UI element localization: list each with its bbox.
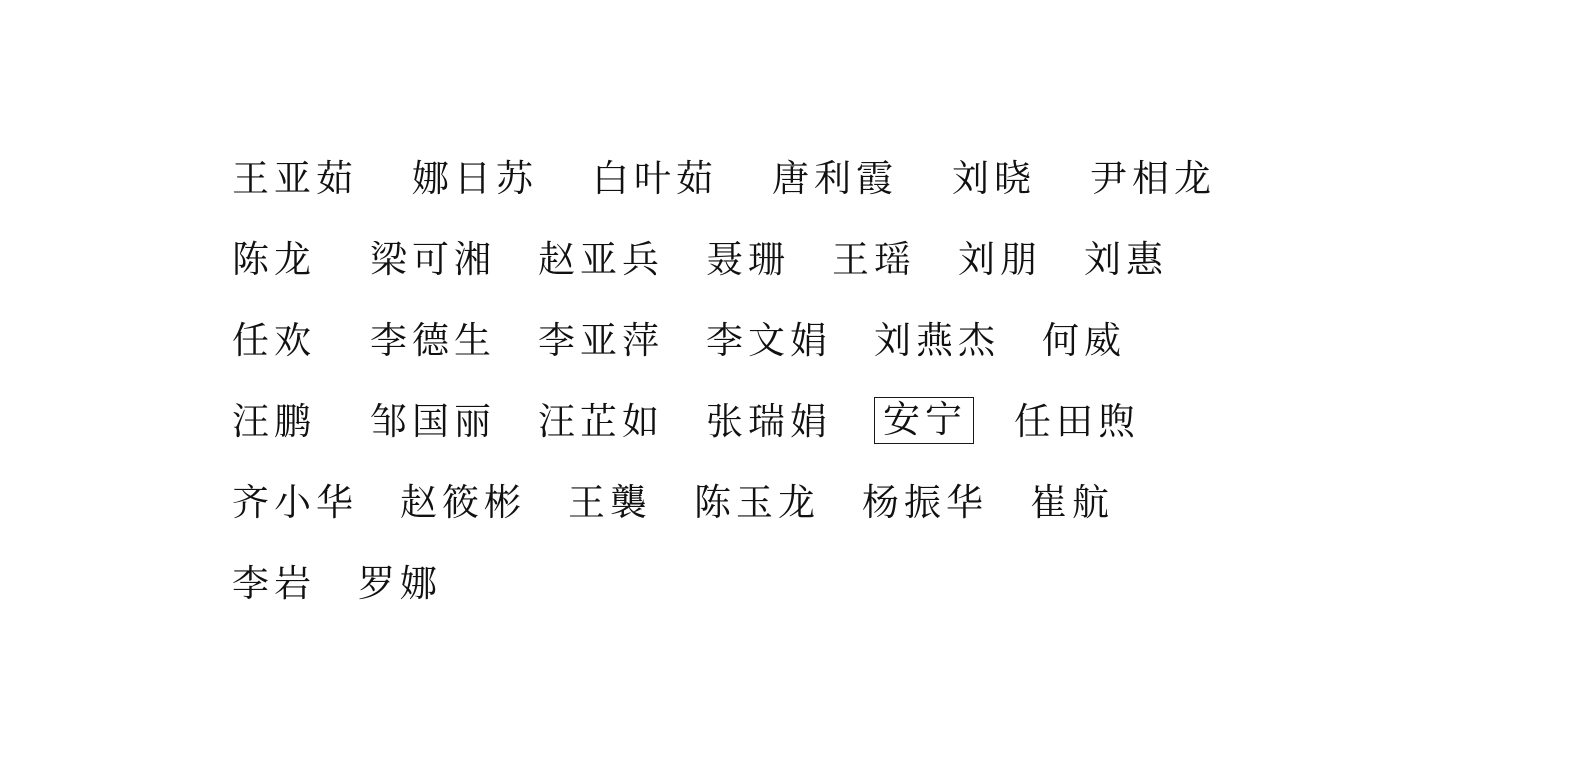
name-list: [232, 138, 1352, 624]
name-item[interactable]: 刘晓: [952, 157, 1036, 200]
name-row: [232, 543, 1352, 624]
name-item[interactable]: 聂珊: [706, 238, 790, 281]
name-item[interactable]: 娜日苏: [412, 157, 538, 200]
name-item[interactable]: 梁可湘: [370, 238, 496, 281]
name-item[interactable]: 李文娟: [706, 319, 832, 362]
name-item[interactable]: 刘燕杰: [874, 319, 1000, 362]
name-row: [232, 219, 1352, 300]
name-item[interactable]: 陈龙: [232, 238, 316, 281]
name-item[interactable]: 白叶茹: [592, 157, 718, 200]
name-item[interactable]: 张瑞娟: [706, 400, 832, 443]
name-item[interactable]: 王瑶: [832, 238, 916, 281]
name-row: [232, 138, 1352, 219]
name-item[interactable]: 任田煦: [1014, 400, 1140, 443]
name-item[interactable]: 刘朋: [958, 238, 1042, 281]
name-row: [232, 381, 1352, 462]
name-item[interactable]: 赵亚兵: [538, 238, 664, 281]
name-item[interactable]: 陈玉龙: [694, 481, 820, 524]
name-item[interactable]: 罗娜: [358, 562, 442, 605]
name-item[interactable]: 唐利霞: [772, 157, 898, 200]
name-item[interactable]: 何威: [1042, 319, 1126, 362]
name-item[interactable]: 尹相龙: [1090, 157, 1216, 200]
name-item[interactable]: 崔航: [1030, 481, 1114, 524]
name-item[interactable]: 李亚萍: [538, 319, 664, 362]
name-item[interactable]: 汪鹏: [232, 400, 316, 443]
name-item[interactable]: 邹国丽: [370, 400, 496, 443]
name-item[interactable]: 汪芷如: [538, 400, 664, 443]
name-item[interactable]: 齐小华: [232, 481, 358, 524]
name-item-selected[interactable]: 安宁: [874, 397, 974, 444]
name-item[interactable]: 李岩: [232, 562, 316, 605]
name-item[interactable]: 李德生: [370, 319, 496, 362]
name-item[interactable]: 杨振华: [862, 481, 988, 524]
name-row: [232, 462, 1352, 543]
name-item[interactable]: 刘惠: [1084, 238, 1168, 281]
name-item[interactable]: 赵筱彬: [400, 481, 526, 524]
name-item[interactable]: 王亚茹: [232, 157, 358, 200]
name-item[interactable]: 任欢: [232, 319, 316, 362]
name-row: [232, 300, 1352, 381]
name-item[interactable]: 王襲: [568, 481, 652, 524]
